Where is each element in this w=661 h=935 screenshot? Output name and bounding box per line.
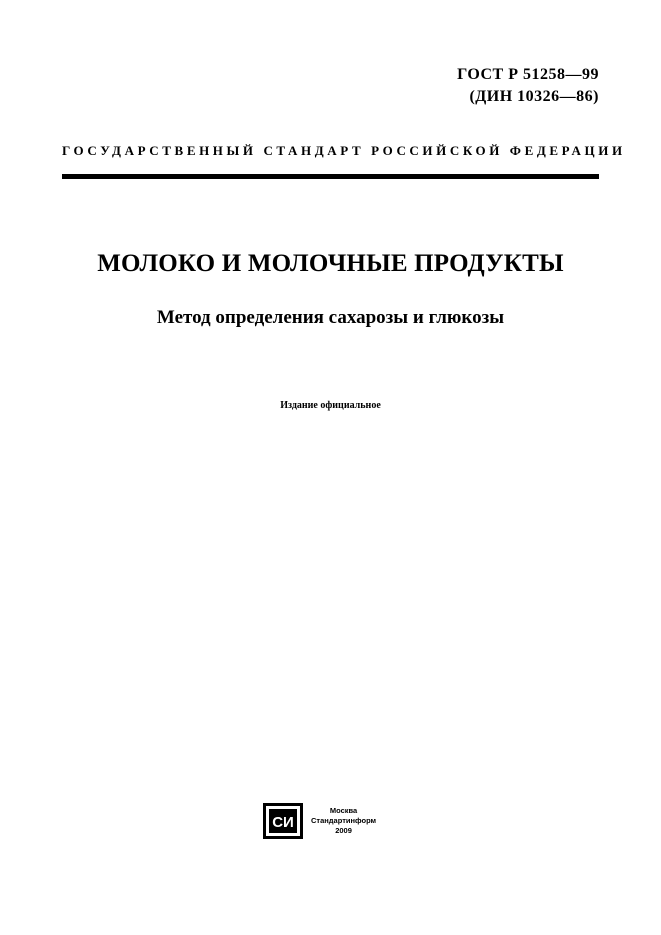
- header-rule: [62, 174, 599, 179]
- gost-number: ГОСТ Р 51258—99: [457, 66, 599, 83]
- document-designation: [457, 64, 599, 108]
- publisher-name: Стандартинформ: [311, 816, 377, 825]
- document-subtitle: Метод определения сахарозы и глюкозы: [156, 307, 505, 328]
- publisher-text: [311, 806, 376, 836]
- document-title: МОЛОКО И МОЛОЧНЫЕ ПРОДУКТЫ: [97, 250, 564, 277]
- publisher-city: Москва: [329, 806, 358, 815]
- din-number: (ДИН 10326—86): [469, 88, 599, 105]
- edition-note: Издание официальное: [280, 400, 381, 411]
- publisher-block: [263, 803, 376, 839]
- standard-header: ГОСУДАРСТВЕННЫЙ СТАНДАРТ РОССИЙСКОЙ ФЕДЕРАЦИИ: [62, 143, 626, 158]
- logo-text: СИ: [272, 814, 294, 831]
- publication-year: 2009: [335, 826, 352, 835]
- standartinform-logo-icon: [263, 803, 303, 839]
